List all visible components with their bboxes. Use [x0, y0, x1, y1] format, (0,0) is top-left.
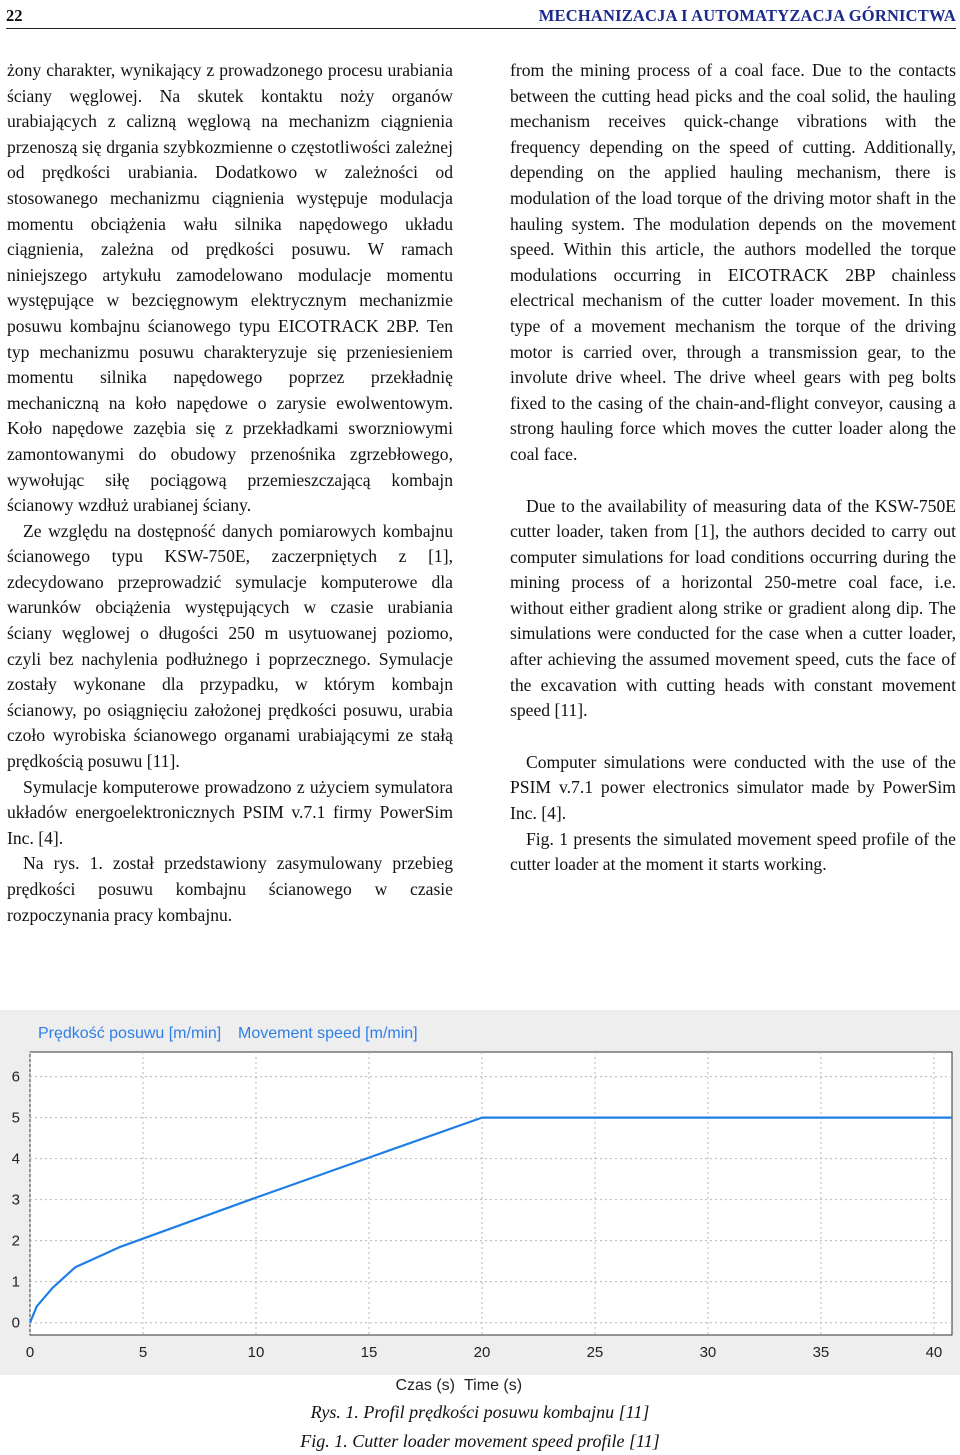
x-tick-label: 25 [586, 1344, 604, 1361]
y-tick-label: 3 [11, 1191, 20, 1209]
journal-title: MECHANIZACJA I AUTOMATYZACJA GÓRNICTWA [538, 6, 956, 25]
paragraph: Fig. 1 presents the simulated movement speed profile of the cutter loader at the moment it starts working. [510, 828, 956, 875]
x-tick-label: 5 [138, 1344, 148, 1361]
paragraph: Due to the availability of measuring data of the KSW-750E cutter loader, taken from [1], the authors decided to carry out computer simulations for load conditions occurring during the mining process of a horizontal 250-metre coal face, i.e. without either gradient along strike or gradient along dip. The simulations were conducted for the case when a cutter loader, after achieving the assumed movement speed, cuts the face of the excavation with cutting heads with constant movement speed [11]. [510, 495, 956, 721]
x-tick-label: 40 [925, 1344, 943, 1361]
x-axis-label-polish: Czas (s) [395, 1377, 455, 1394]
chart-title-polish: Prędkość posuwu [m/min] [38, 1025, 222, 1042]
page-number: 22 [6, 6, 23, 25]
chart-title-english: Movement speed [m/min] [238, 1025, 418, 1042]
figure-caption-english: Fig. 1. Cutter loader movement speed profile [11] [300, 1431, 660, 1451]
x-tick-label: 20 [473, 1344, 491, 1361]
x-axis-label-english: Time (s) [464, 1377, 523, 1394]
paragraph: żony charakter, wynikający z prowadzonego procesu urabiania ściany węglowej. Na skutek kontaktu noży organów urabiających z calizną węglową na mechanizm ciągnienia przenoszą się drgania szybkozmienne o częstotliwości zależnej od prędkości urabiania. Dodatkowo w zależności od stosowanego mechanizmu ciągnienia występuje modulacja momentu obciążenia wału silnika napędowego układu ciągnienia, zależna od prędkości posuwu. W ramach niniejszego artykułu zamodelowano modulacje momentu występujące w bezcięgnowym elektrycznym mechanizmie posuwu kombajnu ścianowego typu EICOTRACK 2BP. Ten typ mechanizmu posuwu charakteryzuje się przeniesieniem momentu silnika napędowego poprzez przekładnię mechaniczną na koło napędowe o zarysie ewolwentowym. Koło napędowe zazębia się z przekładkami sworzniowymi zamontowanymi do obudowy przenośnika zgrzebłowego, wywołując siłę pociągową przemieszczającą kombajn ścianowy wzdłuż urabianej ściany. [7, 60, 453, 516]
y-tick-label: 1 [11, 1273, 20, 1291]
x-tick-label: 35 [812, 1344, 830, 1361]
y-tick-label: 2 [11, 1232, 20, 1250]
x-tick-label: 15 [360, 1344, 378, 1361]
paragraph: from the mining process of a coal face. Due to the contacts between the cutting head picks and the coal solid, the hauling mechanism receives quick-change vibrations with the frequency depending on the speed of cutting. Additionally, depending on the applied hauling mechanism, there is modulation of the load torque of the driving motor shaft in the hauling system. The modulation depends on the movement speed. Within this article, the authors modelled the torque modulations occurring in EICOTRACK 2BP chainless electrical mechanism of the cutter loader movement. In this type of a movement mechanism the torque of the driving motor is carried over, through a transmission gear, to the involute drive wheel. The drive wheel gears with peg bolts fixed to the casing of the chain-and-flight conveyor, causing a strong hauling force which moves the cutter loader along the coal face. [510, 60, 956, 464]
left-column-polish [7, 58, 453, 928]
speed-profile-chart [0, 1010, 960, 1394]
y-tick-label: 4 [11, 1150, 20, 1168]
x-tick-label: 10 [247, 1344, 265, 1361]
y-tick-label: 0 [11, 1314, 20, 1332]
paragraph: Computer simulations were conducted with the use of the PSIM v.7.1 power electronics simulator made by PowerSim Inc. [4]. [510, 751, 956, 824]
right-column-english [510, 58, 956, 878]
paragraph: Symulacje komputerowe prowadzono z użyciem symulatora układów energoelektronicznych PSIM v.7.1 firmy PowerSim Inc. [4]. [7, 776, 453, 848]
y-tick-label: 6 [11, 1068, 20, 1086]
paragraph: Ze względu na dostępność danych pomiarowych kombajnu ścianowego typu KSW-750E, zaczerpniętych z [1], zdecydowano przeprowadzić symulacje komputerowe dla warunków obciążenia występujących w czasie urabiania ściany węglowej o długości 250 m usytuowanej poziomo, czyli bez nachylenia podłużnego i poprzecznego. Symulacje zostały wykonane dla przypadku, w którym kombajn ścianowy, po osiągnięciu założonej prędkości posuwu, urabia czoło wyrobiska ścianowego organami urabiającymi ze stałą prędkością posuwu [11]. [7, 520, 453, 772]
plot-area [30, 1052, 952, 1335]
y-tick-label: 5 [11, 1109, 20, 1127]
paragraph: Na rys. 1. został przedstawiony zasymulowany przebieg prędkości posuwu kombajnu ścianowego w czasie rozpoczynania pracy kombajnu. [7, 853, 453, 925]
figure-caption-polish: Rys. 1. Profil prędkości posuwu kombajnu [11] [310, 1402, 650, 1422]
chart-svg [0, 1010, 960, 1394]
x-tick-label: 0 [25, 1344, 35, 1361]
x-tick-label: 30 [699, 1344, 717, 1361]
page-header [6, 4, 956, 29]
